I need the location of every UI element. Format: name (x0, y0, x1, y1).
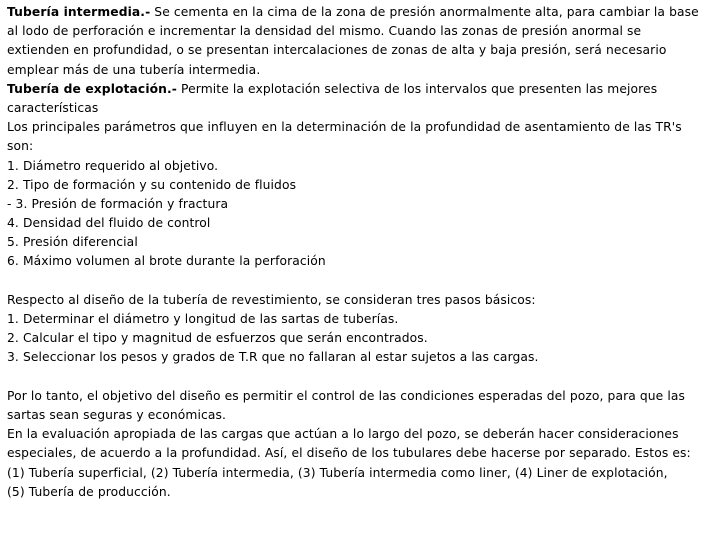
paragraph-line: Por lo tanto, el objetivo del diseño es permitir el control de las condiciones esperadas del pozo, para que las (7, 388, 686, 403)
list-item: 5. Presión diferencial (7, 235, 138, 250)
document-page (7, 3, 713, 502)
paragraph-line: sartas sean seguras y económicas. (7, 407, 227, 422)
heading-tuberia-intermedia: Tubería intermedia.- (7, 5, 151, 19)
paragraph-line: En la evaluación apropiada de las cargas que actúan a lo largo del pozo, se deberán hacer consideraciones (7, 427, 679, 442)
text-span: Se cementa en la cima de la zona de presión anormalmente alta, para cambiar la base (150, 5, 699, 19)
spacer (7, 272, 713, 291)
paragraph-line: (1) Tubería superficial, (2) Tubería intermedia, (3) Tubería intermedia como liner, (4) Liner de explotación, (7, 465, 668, 480)
paragraph-line: al lodo de perforación e incrementar la densidad del mismo. Cuando las zonas de presión anormal se (7, 24, 642, 39)
paragraph-line (7, 80, 713, 99)
list-item: 2. Calcular el tipo y magnitud de esfuerzos que serán encontrados. (7, 331, 428, 346)
paragraph-line: (5) Tubería de producción. (7, 484, 171, 499)
paragraph-line (7, 3, 713, 22)
paragraph-line: especiales, de acuerdo a la profundidad. Así, el diseño de los tubulares debe hacerse por separado. Estos es: (7, 446, 691, 461)
list-item: 1. Diámetro requerido al objetivo. (7, 158, 219, 173)
paragraph-line: son: (7, 139, 34, 154)
spacer (7, 368, 713, 387)
list-item: 3. Seleccionar los pesos y grados de T.R que no fallaran al estar sujetos a las cargas. (7, 350, 539, 365)
paragraph-line: Respecto al diseño de la tubería de revestimiento, se consideran tres pasos básicos: (7, 292, 536, 307)
paragraph-line: características (7, 100, 99, 115)
paragraph-line: emplear más de una tubería intermedia. (7, 62, 261, 77)
list-item: 1. Determinar el diámetro y longitud de las sartas de tuberías. (7, 312, 399, 326)
list-item: - 3. Presión de formación y fractura (7, 196, 229, 211)
list-item: 4. Densidad del fluido de control (7, 216, 211, 231)
list-item: 2. Tipo de formación y su contenido de fluidos (7, 177, 297, 192)
text-span: Permite la explotación selectiva de los intervalos que presenten las mejores (177, 81, 658, 96)
paragraph-line: Los principales parámetros que influyen en la determinación de la profundidad de asentamiento de las TR's (7, 120, 682, 135)
paragraph-line: extienden en profundidad, o se presentan intercalaciones de zonas de alta y baja presión, será necesario (7, 43, 667, 58)
list-item: 6. Máximo volumen al brote durante la perforación (7, 254, 326, 269)
heading-tuberia-explotacion: Tubería de explotación.- (7, 81, 178, 96)
